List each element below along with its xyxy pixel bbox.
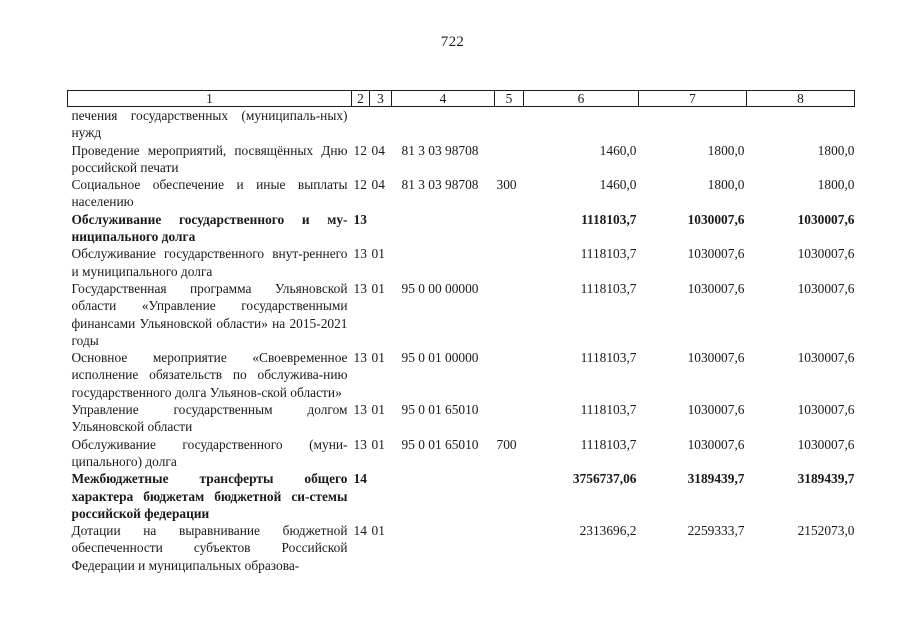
header-col-2: 2 xyxy=(352,91,370,107)
row-amount-col8: 1030007,6 xyxy=(797,246,855,262)
row-section: 13 xyxy=(353,211,367,227)
row-amount-col7: 1030007,6 xyxy=(687,350,745,366)
table-header xyxy=(68,91,855,107)
row-amount-col6: 1460,0 xyxy=(599,177,637,193)
row-name: Межбюджетные трансферты общего характера бюджетам бюджетной си-стемы российской федерации xyxy=(71,471,348,521)
row-amount-col7: 1800,0 xyxy=(707,142,745,158)
row-amount-col6: 1118103,7 xyxy=(580,436,637,452)
row-amount-col8: 2152073,0 xyxy=(797,523,855,539)
row-expense-type xyxy=(495,522,524,574)
page-number: 722 xyxy=(440,34,465,50)
row-amount-col8: 1800,0 xyxy=(817,142,855,158)
row-amount-col7: 1030007,6 xyxy=(687,436,745,452)
row-subsection: 04 xyxy=(371,177,385,193)
row-name: Обслуживание государственного внут-реннего и муниципального долга xyxy=(71,246,348,279)
table-row xyxy=(68,211,855,246)
budget-table xyxy=(67,90,855,574)
row-section: 13 xyxy=(353,402,367,418)
row-name: Социальное обеспечение и иные выплаты населению xyxy=(71,177,348,210)
row-subsection: 01 xyxy=(371,523,385,539)
row-section: 12 xyxy=(353,142,367,158)
row-amount-col8: 1030007,6 xyxy=(797,280,855,296)
header-col-7: 7 xyxy=(639,91,747,107)
row-expense-type xyxy=(495,470,524,522)
row-subsection xyxy=(370,470,392,522)
row-section: 13 xyxy=(353,350,367,366)
table-row xyxy=(68,280,855,349)
row-subsection: 01 xyxy=(371,246,385,262)
row-amount-col8: 1030007,6 xyxy=(797,436,855,452)
header-col-3: 3 xyxy=(370,91,392,107)
row-name: Дотации на выравнивание бюджетной обеспеченности субъектов Российской Федерации и муниципальных образова- xyxy=(71,523,348,573)
row-expense-type: 300 xyxy=(496,177,517,193)
row-name: Основное мероприятие «Своевременное исполнение обязательств по обслужива-нию государственного долга Ульянов-ской области» xyxy=(71,350,348,400)
row-amount-col8: 1030007,6 xyxy=(797,211,855,227)
row-subsection: 01 xyxy=(371,402,385,418)
table-row xyxy=(68,436,855,471)
row-amount-col6: 1118103,7 xyxy=(581,211,637,227)
header-col-5: 5 xyxy=(495,91,524,107)
table-row xyxy=(68,349,855,401)
row-name: печения государственных (муниципаль-ных) нужд xyxy=(71,108,348,141)
row-amount-col6 xyxy=(524,107,639,142)
row-amount-col8: 1800,0 xyxy=(817,177,855,193)
row-amount-col7: 1030007,6 xyxy=(687,402,745,418)
row-amount-col8: 3189439,7 xyxy=(797,471,855,487)
row-amount-col6: 1118103,7 xyxy=(580,402,637,418)
row-name: Обслуживание государственного (муни-ципального) долга xyxy=(71,436,348,469)
row-amount-col7: 1030007,6 xyxy=(687,280,745,296)
row-target-article: 81 3 03 98708 xyxy=(401,177,479,193)
table-row xyxy=(68,470,855,522)
table-row xyxy=(68,401,855,436)
table-row xyxy=(68,107,855,142)
row-amount-col7: 2259333,7 xyxy=(687,523,745,539)
table-row xyxy=(68,176,855,211)
row-amount-col8 xyxy=(747,107,855,142)
row-expense-type xyxy=(495,107,524,142)
row-target-article xyxy=(392,245,495,280)
table-row xyxy=(68,142,855,177)
row-target-article: 95 0 01 00000 xyxy=(401,350,479,366)
row-name: Управление государственным долгом Ульяновской области xyxy=(71,402,348,435)
row-amount-col6: 1460,0 xyxy=(599,142,637,158)
row-amount-col7: 3189439,7 xyxy=(687,471,745,487)
row-subsection: 01 xyxy=(371,350,385,366)
row-amount-col6: 1118103,7 xyxy=(580,350,637,366)
row-target-article xyxy=(392,107,495,142)
row-target-article xyxy=(392,470,495,522)
row-target-article: 95 0 01 65010 xyxy=(401,402,479,418)
row-section: 13 xyxy=(353,436,367,452)
row-name: Обслуживание государственного и му-ниципального долга xyxy=(71,211,348,245)
row-name: Государственная программа Ульяновской области «Управление государственными финансами Ульяновской области» на 2015-2021 годы xyxy=(71,280,348,348)
table-body xyxy=(68,107,855,575)
row-subsection: 01 xyxy=(371,280,385,296)
row-target-article xyxy=(392,211,495,246)
row-section: 14 xyxy=(353,523,367,539)
table-row xyxy=(68,245,855,280)
header-col-8: 8 xyxy=(747,91,855,107)
row-expense-type xyxy=(495,142,524,177)
table-row xyxy=(68,522,855,574)
row-amount-col6: 1118103,7 xyxy=(580,246,637,262)
row-amount-col8: 1030007,6 xyxy=(797,350,855,366)
header-col-6: 6 xyxy=(524,91,639,107)
row-amount-col8: 1030007,6 xyxy=(797,402,855,418)
row-section: 13 xyxy=(353,280,367,296)
row-subsection xyxy=(370,211,392,246)
row-section: 13 xyxy=(353,246,367,262)
row-amount-col6: 2313696,2 xyxy=(579,523,637,539)
row-expense-type xyxy=(495,349,524,401)
row-target-article: 95 0 00 00000 xyxy=(401,280,479,296)
row-expense-type xyxy=(495,245,524,280)
row-amount-col7 xyxy=(639,107,747,142)
row-section: 14 xyxy=(353,471,367,487)
row-amount-col7: 1030007,6 xyxy=(687,246,745,262)
row-subsection: 04 xyxy=(371,142,385,158)
row-section: 12 xyxy=(353,177,367,193)
row-target-article: 81 3 03 98708 xyxy=(401,142,479,158)
row-target-article xyxy=(392,522,495,574)
row-amount-col7: 1030007,6 xyxy=(687,211,745,227)
row-target-article: 95 0 01 65010 xyxy=(401,436,479,452)
header-col-4: 4 xyxy=(392,91,495,107)
header-row xyxy=(68,91,855,107)
row-amount-col7: 1800,0 xyxy=(707,177,745,193)
row-subsection xyxy=(370,107,392,142)
header-col-1: 1 xyxy=(68,91,352,107)
row-section xyxy=(352,107,370,142)
row-subsection: 01 xyxy=(371,436,385,452)
row-expense-type: 700 xyxy=(496,436,517,452)
row-amount-col6: 3756737,06 xyxy=(572,471,637,487)
row-name: Проведение мероприятий, посвящённых Дню российской печати xyxy=(71,142,348,175)
row-expense-type xyxy=(495,280,524,349)
row-expense-type xyxy=(495,211,524,246)
row-amount-col6: 1118103,7 xyxy=(580,280,637,296)
row-expense-type xyxy=(495,401,524,436)
